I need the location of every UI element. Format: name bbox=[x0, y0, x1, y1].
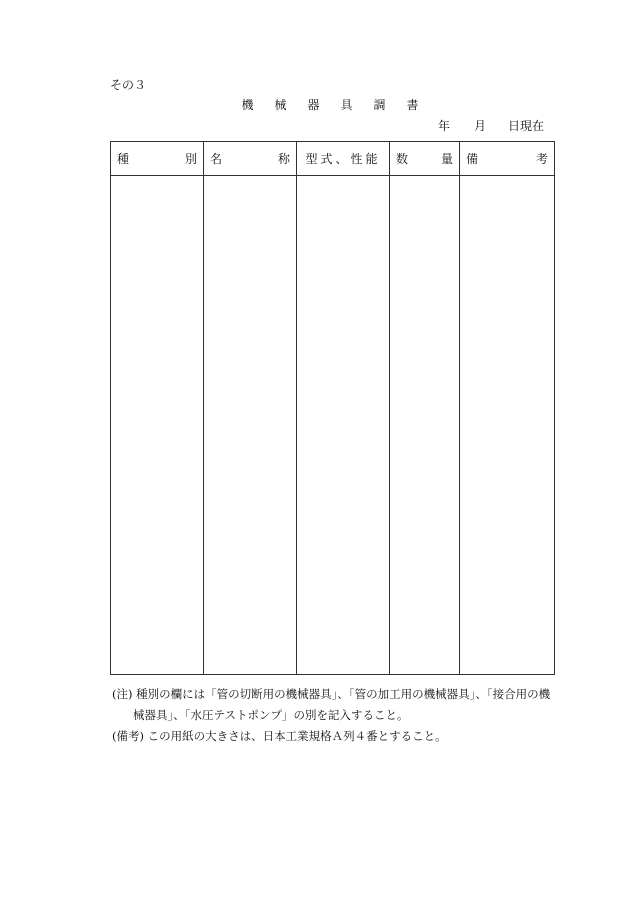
note-1-line-1: (注) 種別の欄には「管の切断用の機械器具」、「管の加工用の機械器具」、「接合用の機 bbox=[112, 687, 551, 701]
form-title: 機械器具調書 bbox=[241, 98, 440, 112]
header-model-performance bbox=[297, 142, 390, 176]
cell-quantity[interactable] bbox=[390, 176, 460, 675]
equipment-table bbox=[110, 141, 555, 675]
date-month: 月 bbox=[474, 119, 487, 133]
date-day: 日現在 bbox=[508, 119, 545, 133]
header-remarks-char1: 備 bbox=[466, 152, 479, 166]
header-remarks-char2: 考 bbox=[535, 152, 548, 166]
header-quantity-char2: 量 bbox=[440, 152, 453, 166]
header-name bbox=[204, 142, 297, 176]
notes bbox=[112, 684, 562, 747]
cell-type[interactable] bbox=[111, 176, 204, 675]
note-1-line-2: 械器具」、「水圧テストポンプ」の別を記入すること。 bbox=[133, 708, 409, 722]
cell-remarks[interactable] bbox=[460, 176, 555, 675]
header-remarks bbox=[460, 142, 555, 176]
table-body-row bbox=[111, 176, 555, 675]
header-model-performance-label: 型式、性能 bbox=[305, 152, 381, 166]
note-2: (備考) この用紙の大きさは、日本工業規格Ａ列４番とすること。 bbox=[112, 729, 447, 743]
table-header-row bbox=[111, 142, 555, 176]
header-type-char2: 別 bbox=[184, 152, 197, 166]
cell-model-performance[interactable] bbox=[297, 176, 390, 675]
header-quantity-char1: 数 bbox=[396, 152, 409, 166]
date-year: 年 bbox=[438, 119, 451, 133]
header-type bbox=[111, 142, 204, 176]
form-number: その３ bbox=[110, 78, 147, 92]
header-name-char1: 名 bbox=[210, 152, 223, 166]
date-line bbox=[430, 117, 550, 131]
header-name-char2: 称 bbox=[277, 152, 290, 166]
cell-name[interactable] bbox=[204, 176, 297, 675]
header-quantity bbox=[390, 142, 460, 176]
header-type-char1: 種 bbox=[117, 152, 130, 166]
